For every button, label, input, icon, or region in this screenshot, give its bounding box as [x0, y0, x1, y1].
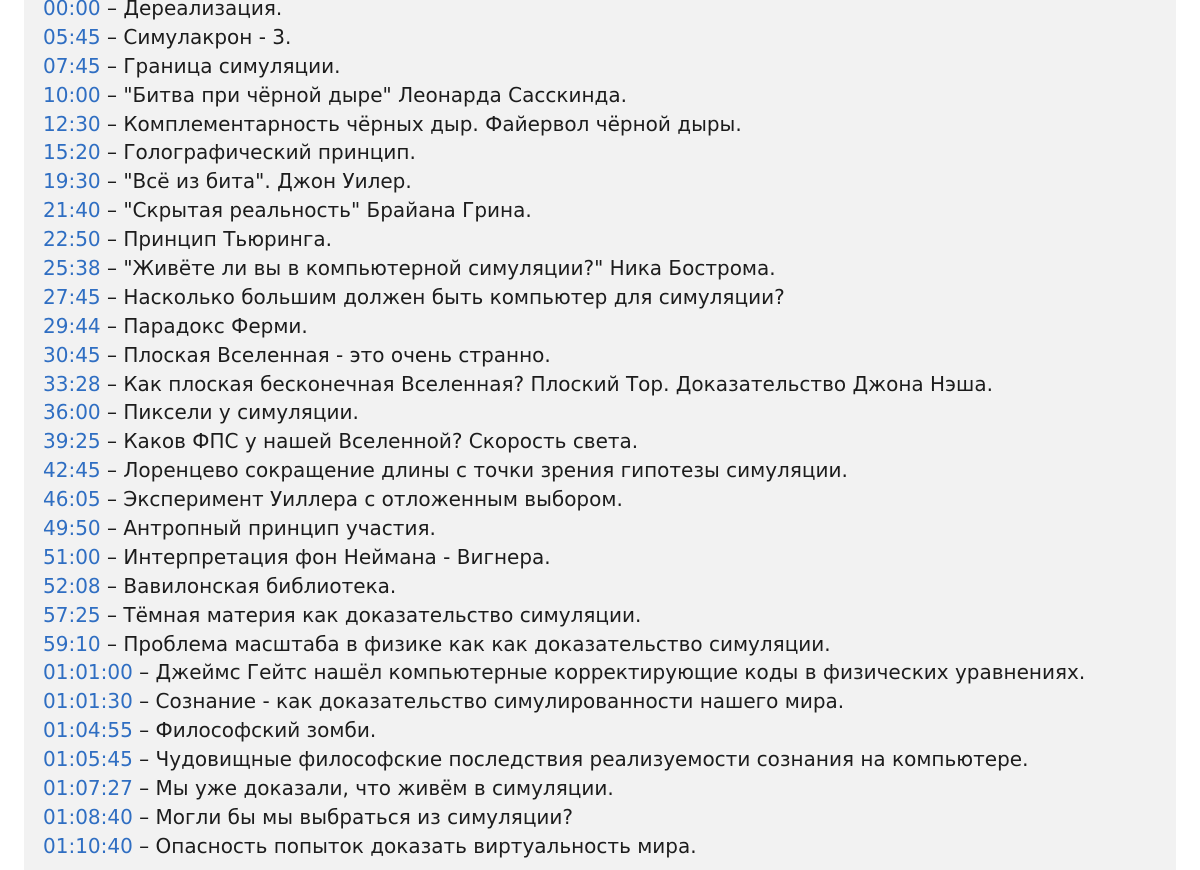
chapter-list [43, 0, 1176, 861]
description-panel [24, 0, 1176, 870]
chapter-row [43, 254, 1176, 283]
chapter-timestamp-link[interactable]: 49:50 [43, 516, 101, 541]
chapter-separator: – [100, 400, 124, 425]
chapter-row [43, 485, 1176, 514]
chapter-separator: – [100, 313, 124, 338]
chapter-separator: – [100, 111, 124, 136]
chapter-separator: – [100, 140, 124, 165]
chapter-timestamp-link[interactable]: 01:01:00 [43, 660, 133, 685]
chapter-separator: – [132, 776, 156, 801]
chapter-title: Опасность попыток доказать виртуальность мира. [155, 833, 697, 858]
chapter-timestamp-link[interactable]: 10:00 [43, 82, 101, 107]
chapter-title: Вавилонская библиотека. [123, 573, 397, 598]
chapter-timestamp-link[interactable]: 33:28 [43, 371, 101, 396]
chapter-separator: – [100, 284, 124, 309]
chapter-separator: – [100, 0, 124, 20]
chapter-row [43, 52, 1176, 81]
chapter-timestamp-link[interactable]: 57:25 [43, 602, 101, 627]
chapter-timestamp-link[interactable]: 42:45 [43, 458, 101, 483]
chapter-row [43, 543, 1176, 572]
chapter-row [43, 687, 1176, 716]
chapter-separator: – [100, 169, 124, 194]
chapter-row [43, 774, 1176, 803]
chapter-timestamp-link[interactable]: 01:04:55 [43, 718, 133, 743]
chapter-separator: – [100, 429, 124, 454]
chapter-row [43, 832, 1176, 861]
chapter-row [43, 283, 1176, 312]
chapter-row [43, 803, 1176, 832]
chapter-separator: – [132, 833, 156, 858]
chapter-title: Мы уже доказали, что живём в симуляции. [155, 776, 614, 801]
chapter-timestamp-link[interactable]: 01:08:40 [43, 804, 133, 829]
chapter-title: Философский зомби. [155, 718, 377, 743]
chapter-timestamp-link[interactable]: 30:45 [43, 342, 101, 367]
chapter-title: "Живёте ли вы в компьютерной симуляции?" Ника Бострома. [123, 256, 776, 281]
chapter-separator: – [100, 516, 124, 541]
chapter-row [43, 572, 1176, 601]
chapter-row [43, 110, 1176, 139]
chapter-separator: – [100, 82, 124, 107]
chapter-separator: – [100, 227, 124, 252]
chapter-row [43, 658, 1176, 687]
chapter-timestamp-link[interactable]: 07:45 [43, 53, 101, 78]
chapter-separator: – [100, 544, 124, 569]
chapter-timestamp-link[interactable]: 52:08 [43, 573, 101, 598]
chapter-separator: – [100, 487, 124, 512]
chapter-title: Тёмная материя как доказательство симуляции. [123, 602, 642, 627]
chapter-row [43, 601, 1176, 630]
chapter-timestamp-link[interactable]: 01:01:30 [43, 689, 133, 714]
chapter-separator: – [100, 53, 124, 78]
chapter-separator: – [100, 573, 124, 598]
chapter-separator: – [132, 804, 156, 829]
chapter-separator: – [132, 689, 156, 714]
chapter-timestamp-link[interactable]: 01:10:40 [43, 833, 133, 858]
chapter-title: Джеймс Гейтс нашёл компьютерные корректирующие коды в физических уравнениях. [155, 660, 1086, 685]
chapter-title: Парадокс Ферми. [123, 313, 308, 338]
chapter-title: Дереализация. [123, 0, 283, 20]
chapter-timestamp-link[interactable]: 29:44 [43, 313, 101, 338]
chapter-row [43, 745, 1176, 774]
chapter-title: Симулакрон - 3. [123, 24, 292, 49]
chapter-row [43, 427, 1176, 456]
chapter-title: Комплементарность чёрных дыр. Файервол чёрной дыры. [123, 111, 742, 136]
chapter-title: "Скрытая реальность" Брайана Грина. [123, 198, 532, 223]
chapter-row [43, 0, 1176, 23]
chapter-separator: – [100, 342, 124, 367]
chapter-title: Голографический принцип. [123, 140, 416, 165]
chapter-row [43, 196, 1176, 225]
chapter-timestamp-link[interactable]: 15:20 [43, 140, 101, 165]
chapter-title: Антропный принцип участия. [123, 516, 436, 541]
chapter-separator: – [100, 602, 124, 627]
chapter-timestamp-link[interactable]: 46:05 [43, 487, 101, 512]
chapter-timestamp-link[interactable]: 12:30 [43, 111, 101, 136]
chapter-row [43, 716, 1176, 745]
chapter-title: Лоренцево сокращение длины с точки зрения гипотезы симуляции. [123, 458, 848, 483]
chapter-timestamp-link[interactable]: 01:07:27 [43, 776, 133, 801]
chapter-title: "Битва при чёрной дыре" Леонарда Сасскинда. [123, 82, 627, 107]
chapter-separator: – [132, 660, 156, 685]
chapter-timestamp-link[interactable]: 22:50 [43, 227, 101, 252]
chapter-separator: – [100, 198, 124, 223]
chapter-row [43, 138, 1176, 167]
chapter-title: Пиксели у симуляции. [123, 400, 359, 425]
chapter-row [43, 514, 1176, 543]
chapter-title: Эксперимент Уиллера с отложенным выбором. [123, 487, 623, 512]
chapter-title: Как плоская бесконечная Вселенная? Плоский Тор. Доказательство Джона Нэша. [123, 371, 993, 396]
chapter-title: Плоская Вселенная - это очень странно. [123, 342, 551, 367]
chapter-timestamp-link[interactable]: 05:45 [43, 24, 101, 49]
chapter-timestamp-link[interactable]: 01:05:45 [43, 747, 133, 772]
chapter-timestamp-link[interactable]: 21:40 [43, 198, 101, 223]
chapter-title: Насколько большим должен быть компьютер для симуляции? [123, 284, 785, 309]
chapter-title: Принцип Тьюринга. [123, 227, 332, 252]
chapter-separator: – [132, 718, 156, 743]
chapter-row [43, 370, 1176, 399]
chapter-separator: – [100, 256, 124, 281]
chapter-row [43, 312, 1176, 341]
chapter-timestamp-link[interactable]: 51:00 [43, 544, 101, 569]
chapter-timestamp-link[interactable]: 27:45 [43, 284, 101, 309]
chapter-timestamp-link[interactable]: 00:00 [43, 0, 101, 20]
chapter-row [43, 167, 1176, 196]
chapter-row [43, 225, 1176, 254]
chapter-separator: – [132, 747, 156, 772]
chapter-separator: – [100, 371, 124, 396]
chapter-row [43, 23, 1176, 52]
chapter-title: Могли бы мы выбраться из симуляции? [155, 804, 574, 829]
chapter-row [43, 456, 1176, 485]
chapter-row [43, 81, 1176, 110]
chapter-title: "Всё из бита". Джон Уилер. [123, 169, 412, 194]
chapter-row [43, 630, 1176, 659]
chapter-title: Чудовищные философские последствия реализуемости сознания на компьютере. [155, 747, 1029, 772]
chapter-timestamp-link[interactable]: 36:00 [43, 400, 101, 425]
chapter-title: Граница симуляции. [123, 53, 341, 78]
chapter-timestamp-link[interactable]: 19:30 [43, 169, 101, 194]
chapter-title: Сознание - как доказательство симулированности нашего мира. [155, 689, 845, 714]
chapter-timestamp-link[interactable]: 59:10 [43, 631, 101, 656]
chapter-timestamp-link[interactable]: 39:25 [43, 429, 101, 454]
chapter-timestamp-link[interactable]: 25:38 [43, 256, 101, 281]
chapter-separator: – [100, 458, 124, 483]
chapter-row [43, 398, 1176, 427]
chapter-row [43, 341, 1176, 370]
chapter-separator: – [100, 631, 124, 656]
chapter-title: Проблема масштаба в физике как как доказательство симуляции. [123, 631, 831, 656]
chapter-title: Интерпретация фон Неймана - Вигнера. [123, 544, 551, 569]
chapter-separator: – [100, 24, 124, 49]
chapter-title: Каков ФПС у нашей Вселенной? Скорость света. [123, 429, 639, 454]
